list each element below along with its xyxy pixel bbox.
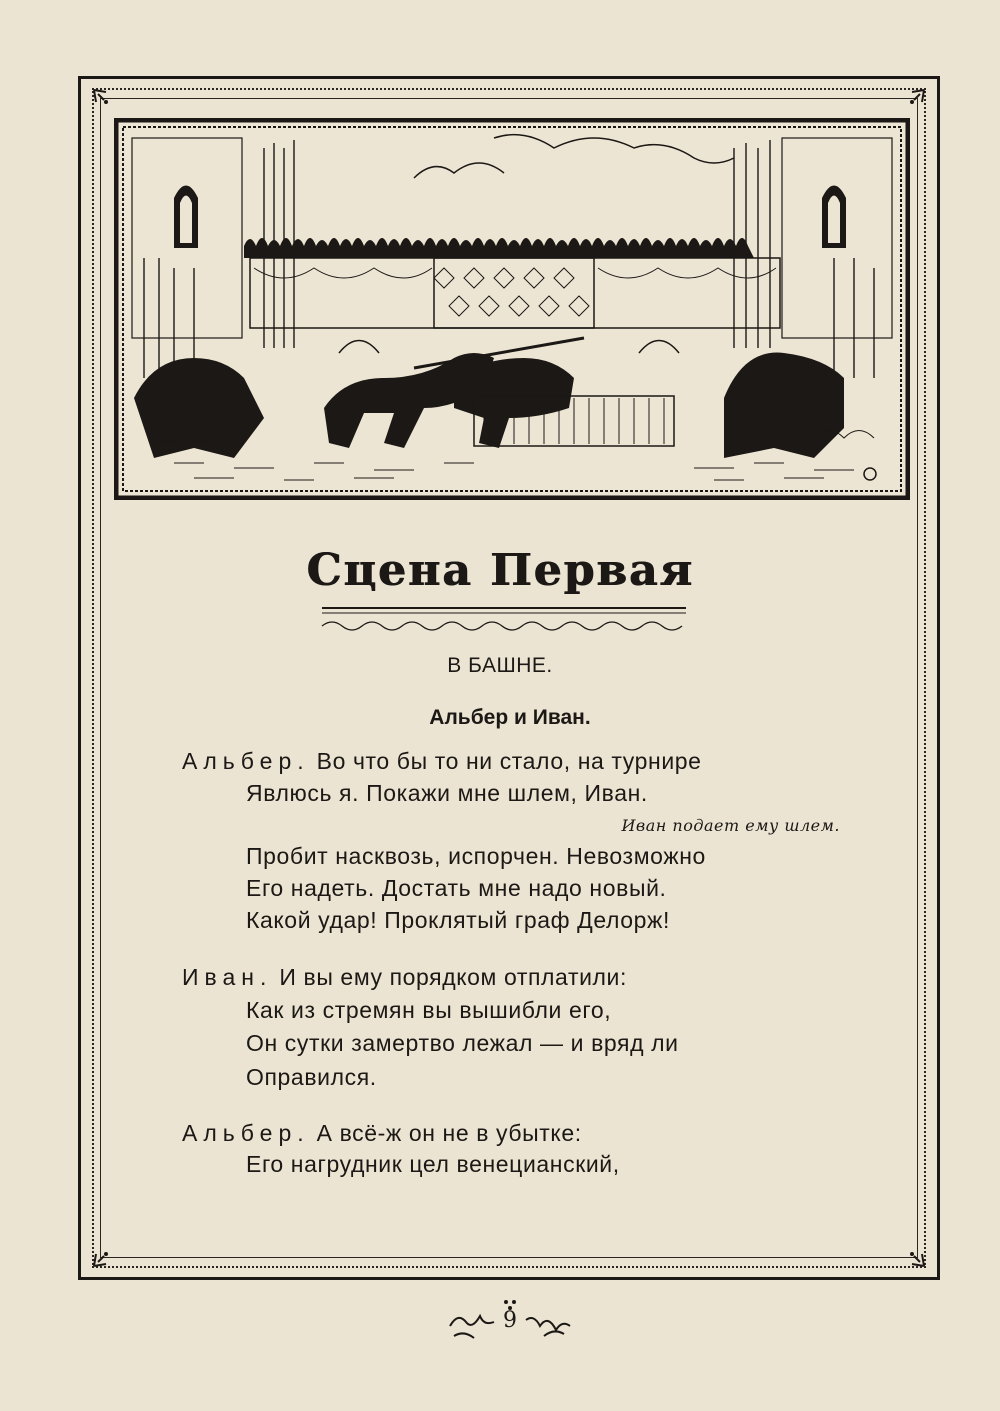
page-number-text: 9 bbox=[503, 1308, 517, 1333]
corner-ornament-icon bbox=[92, 88, 118, 114]
stage-direction: Иван подает ему шлем. bbox=[621, 816, 840, 835]
verse-line: Его надеть. Достать мне надо новый. bbox=[246, 875, 667, 901]
verse-line: Его нагрудник цел венецианский, bbox=[246, 1151, 620, 1177]
verse-line: Какой удар! Проклятый граф Делорж! bbox=[246, 907, 671, 933]
page-number bbox=[440, 1296, 580, 1344]
verse-text: И вы ему порядком отплатили: bbox=[279, 964, 627, 990]
verse-line: Оправился. bbox=[246, 1064, 377, 1090]
speaker-name: Иван. bbox=[182, 964, 273, 990]
verse-text: А всё-ж он не в убытке: bbox=[316, 1120, 582, 1146]
scene-characters: Альбер и Иван. bbox=[429, 706, 591, 729]
scene-title: Сцена Первая bbox=[306, 545, 694, 596]
speaker-name: Альбер. bbox=[182, 1120, 310, 1146]
corner-ornament-icon bbox=[900, 88, 926, 114]
title-underline-ornament bbox=[318, 604, 690, 634]
verse-line bbox=[182, 748, 702, 775]
verse-line bbox=[182, 1120, 582, 1147]
corner-ornament-icon bbox=[92, 1242, 118, 1268]
scene-location: В БАШНЕ. bbox=[447, 654, 553, 677]
tournament-illustration bbox=[114, 118, 910, 500]
verse-line bbox=[182, 964, 627, 991]
verse-line: Явлюсь я. Покажи мне шлем, Иван. bbox=[246, 780, 648, 806]
verse-text: Во что бы то ни стало, на турнире bbox=[316, 748, 702, 774]
verse-line: Пробит насквозь, испорчен. Невозможно bbox=[246, 843, 706, 869]
verse-line: Он сутки замертво лежал — и вряд ли bbox=[246, 1030, 679, 1056]
verse-line: Как из стремян вы вышибли его, bbox=[246, 997, 612, 1023]
corner-ornament-icon bbox=[900, 1242, 926, 1268]
speaker-name: Альбер. bbox=[182, 748, 310, 774]
